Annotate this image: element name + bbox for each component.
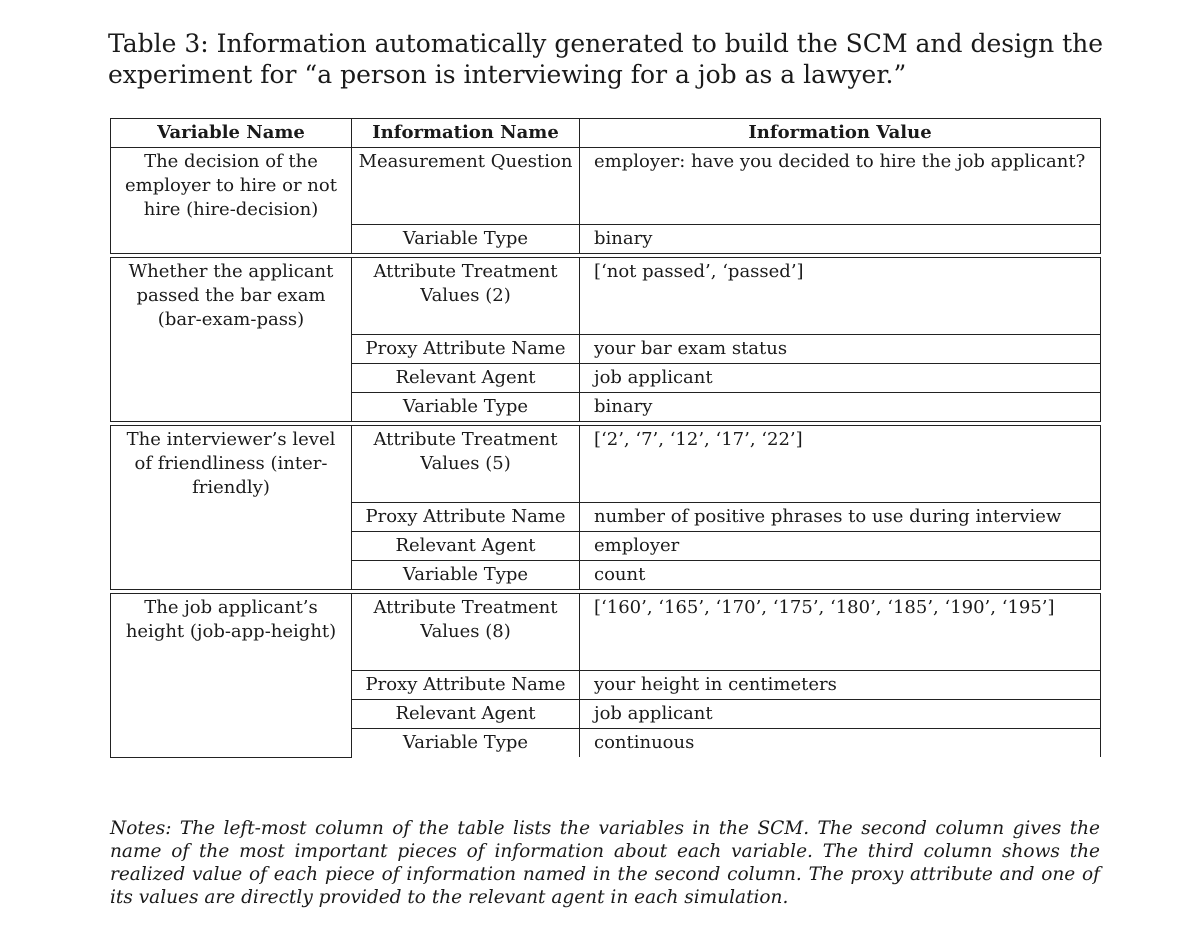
info-name-cell: Proxy Attribute Name [352,503,580,532]
info-value-cell: job applicant [580,700,1101,729]
info-value-cell: number of positive phrases to use during interview [580,503,1101,532]
header-information-value: Information Value [580,119,1101,148]
table-caption: Table 3: Information automatically generated to build the SCM and design the experiment for “a person is interviewing for a job as a lawyer.” [108,29,1104,89]
info-value-cell: [‘2’, ‘7’, ‘12’, ‘17’, ‘22’] [580,426,1101,503]
info-name-cell: Variable Type [352,561,580,590]
variable-bar-exam-pass: Whether the applicant passed the bar exam (bar-exam-pass) [111,258,352,422]
info-value-cell: your bar exam status [580,335,1101,364]
info-name-cell: Proxy Attribute Name [352,335,580,364]
info-name-cell: Relevant Agent [352,532,580,561]
table-row [111,426,1101,503]
info-name-cell: Variable Type [352,393,580,422]
info-name-cell: Attribute Treatment Values (5) [352,426,580,503]
scm-information-table [110,118,1101,758]
info-value-cell: [‘160’, ‘165’, ‘170’, ‘175’, ‘180’, ‘185’, ‘190’, ‘195’] [580,594,1101,671]
header-variable-name: Variable Name [111,119,352,148]
info-value-cell: binary [580,393,1101,422]
header-information-name: Information Name [352,119,580,148]
info-value-cell: employer [580,532,1101,561]
info-name-cell: Attribute Treatment Values (2) [352,258,580,335]
info-name-cell: Proxy Attribute Name [352,671,580,700]
variable-job-app-height: The job applicant’s height (job-app-height) [111,594,352,758]
table-notes: Notes: The left-most column of the table lists the variables in the SCM. The second column gives the name of the most important pieces of information about each variable. The third column shows the realized value of each piece of information named in the second column. The proxy attribute and one of its values are directly provided to the relevant agent in each simulation. [110,818,1100,908]
info-value-cell: your height in centimeters [580,671,1101,700]
table-row [111,148,1101,225]
info-name-cell: Variable Type [352,225,580,254]
info-name-cell: Measurement Question [352,148,580,225]
info-value-cell: count [580,561,1101,590]
info-value-cell: continuous [580,729,1101,758]
info-name-cell: Attribute Treatment Values (8) [352,594,580,671]
info-name-cell: Relevant Agent [352,700,580,729]
header-row [111,119,1101,148]
info-value-cell: binary [580,225,1101,254]
info-name-cell: Relevant Agent [352,364,580,393]
table-row [111,258,1101,335]
info-value-cell: employer: have you decided to hire the job applicant? [580,148,1101,225]
info-name-cell: Variable Type [352,729,580,758]
info-value-cell: [‘not passed’, ‘passed’] [580,258,1101,335]
info-value-cell: job applicant [580,364,1101,393]
table-row [111,594,1101,671]
variable-hire-decision: The decision of the employer to hire or not hire (hire-decision) [111,148,352,254]
variable-inter-friendly: The interviewer’s level of friendliness (inter-friendly) [111,426,352,590]
